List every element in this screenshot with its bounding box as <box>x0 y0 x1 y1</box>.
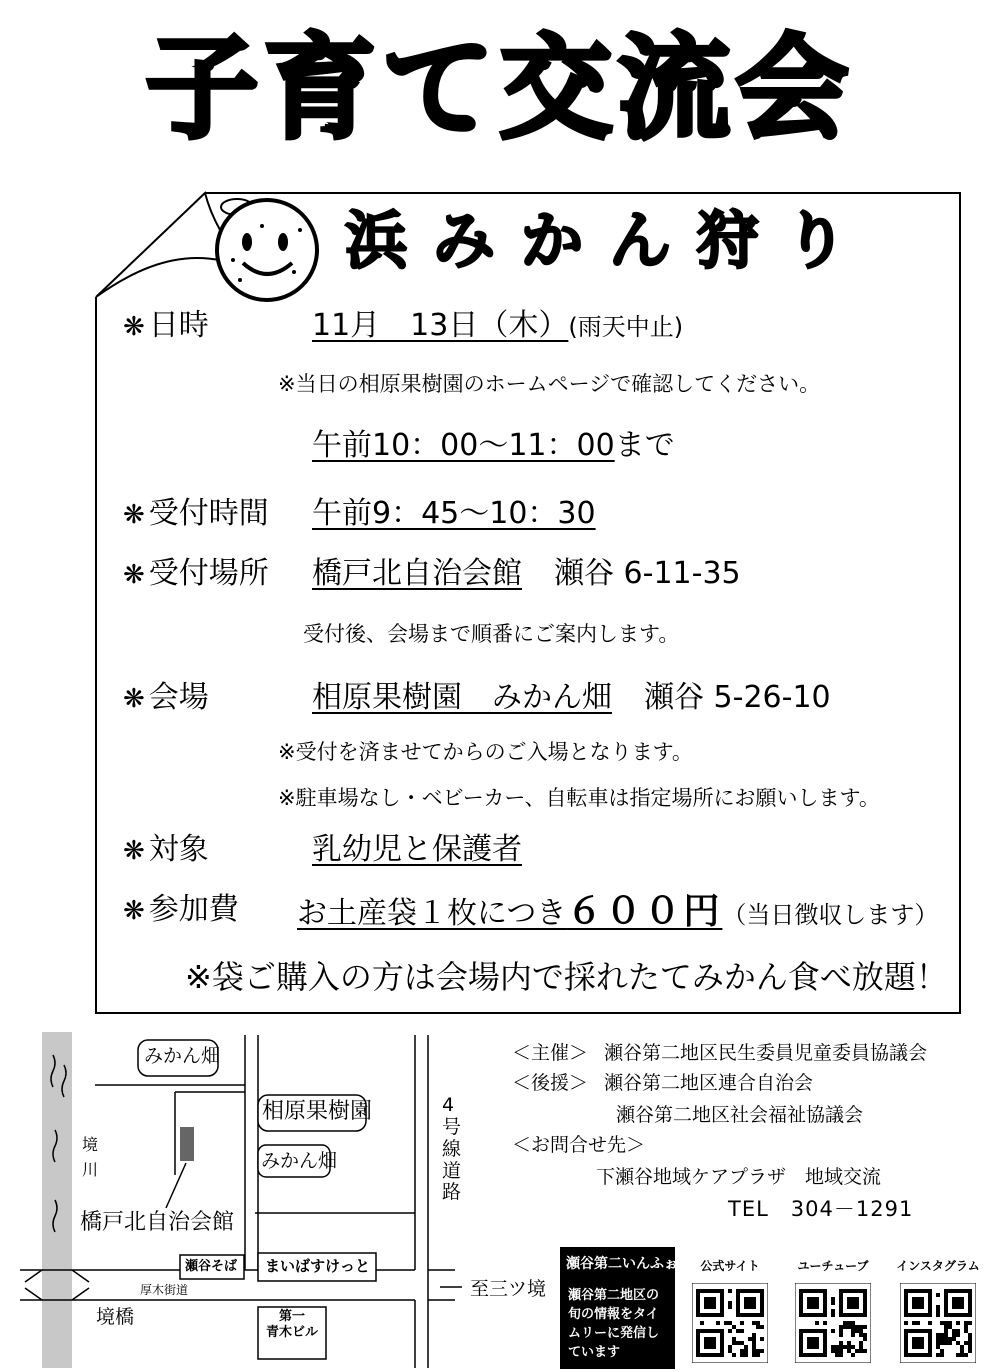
target-value: 乳幼児と保護者 <box>312 832 522 867</box>
flower-bullet-icon: ❋ <box>123 684 145 714</box>
time-row <box>312 428 675 464</box>
map-mikan-mid: みかん畑 <box>261 1150 338 1172</box>
time-value: 午前10：00～11：00 <box>312 428 615 463</box>
info-title: 瀬谷第二いんふぉ <box>566 1256 678 1272</box>
info-box <box>560 1247 678 1369</box>
reception-time-value: 午前9：45～10：30 <box>312 496 596 531</box>
qr-code-instagram[interactable] <box>900 1283 976 1363</box>
venue-note-2: ※駐車場なし・ベビーカー、自転車は指定場所にお願いします。 <box>278 786 880 810</box>
venue-value: 相原果樹園 みかん畑 <box>312 680 612 715</box>
host-line: ＜主催＞ 瀬谷第二地区民生委員児童委員協議会 <box>512 1042 928 1064</box>
contact-line: 下瀬谷地域ケアプラザ 地域交流 <box>596 1166 882 1188</box>
smiley-face-icon <box>217 199 317 300</box>
map-mikan-top: みかん畑 <box>144 1045 221 1067</box>
date-row <box>312 308 683 344</box>
page-title: 子育て交流会 <box>146 24 854 154</box>
time-suffix: まで <box>614 428 675 463</box>
map-route-4: 4 号 線 道 路 <box>442 1094 462 1204</box>
venue-note-1: ※受付を済ませてからのご入場となります。 <box>278 740 693 764</box>
qr-label-instagram: インスタグラム <box>896 1259 980 1273</box>
map-bridge: 境橋 <box>96 1306 135 1328</box>
flower-bullet-icon: ❋ <box>123 560 145 590</box>
map-river-1: 境 <box>82 1135 99 1154</box>
venue-row <box>312 680 831 716</box>
map-river-2: 川 <box>82 1160 99 1179</box>
venue-label: ❋ 会場 <box>123 680 209 715</box>
date-check-note: ※当日の相原果樹園のホームページで確認してください。 <box>278 372 821 396</box>
reception-place-label: ❋ 受付場所 <box>123 556 269 591</box>
map-aoki: 第一 青木ビル <box>265 1309 318 1340</box>
fee-label: ❋ 参加費 <box>123 892 239 927</box>
reception-time-label: ❋ 受付時間 <box>123 496 269 531</box>
qr-label-youtube: ユーチューブ <box>797 1259 869 1273</box>
event-subtitle: 浜みかん狩り <box>345 204 874 277</box>
qr-code-youtube[interactable] <box>795 1283 871 1363</box>
contact-label: ＜お問合せ先＞ <box>512 1134 646 1156</box>
map-kaikan: 橋戸北自治会館 <box>80 1210 235 1235</box>
flower-bullet-icon: ❋ <box>123 312 145 342</box>
fee-note: （当日徴収します） <box>722 901 939 929</box>
venue-address: 瀬谷 5-26-10 <box>644 680 831 715</box>
map-mitsukyo: 至三ツ境 <box>470 1278 547 1300</box>
fee-value: お土産袋１枚につき６００円 <box>297 891 723 932</box>
support-line-1: ＜後援＞ 瀬谷第二地区連合自治会 <box>512 1072 814 1094</box>
reception-place-value: 橋戸北自治会館 <box>312 556 522 591</box>
reception-place-row <box>312 556 741 592</box>
flower-bullet-icon: ❋ <box>123 500 145 530</box>
map-atsugi: 厚木街道 <box>140 1283 189 1297</box>
info-desc: 瀬谷第二地区の旬の情報をタイムリーに発信しています <box>568 1288 660 1360</box>
reception-note: 受付後、会場まで順番にご案内します。 <box>303 622 680 646</box>
qr-label-website: 公式サイト <box>700 1259 760 1273</box>
contact-tel: TEL 304－1291 <box>728 1197 914 1221</box>
qr-code-website[interactable] <box>692 1283 768 1363</box>
fee-row <box>297 890 938 933</box>
map-seya-soba: 瀬谷そば <box>185 1259 238 1274</box>
target-label: ❋ 対象 <box>123 832 209 867</box>
closing-note: ※袋ご購入の方は会場内で採れたてみかん食べ放題！ <box>185 958 948 996</box>
date-value: 11月 13日（木） <box>312 308 569 343</box>
date-label: ❋ 日時 <box>123 308 209 343</box>
map-aihara: 相原果樹園 <box>262 1099 373 1124</box>
flower-bullet-icon: ❋ <box>123 896 145 926</box>
map-mybasket: まいばすけっと <box>265 1257 371 1275</box>
support-line-2: 瀬谷第二地区社会福祉協議会 <box>616 1104 864 1126</box>
date-note: (雨天中止) <box>568 313 684 341</box>
reception-place-address: 瀬谷 6-11-35 <box>554 556 741 591</box>
flower-bullet-icon: ❋ <box>123 836 145 866</box>
